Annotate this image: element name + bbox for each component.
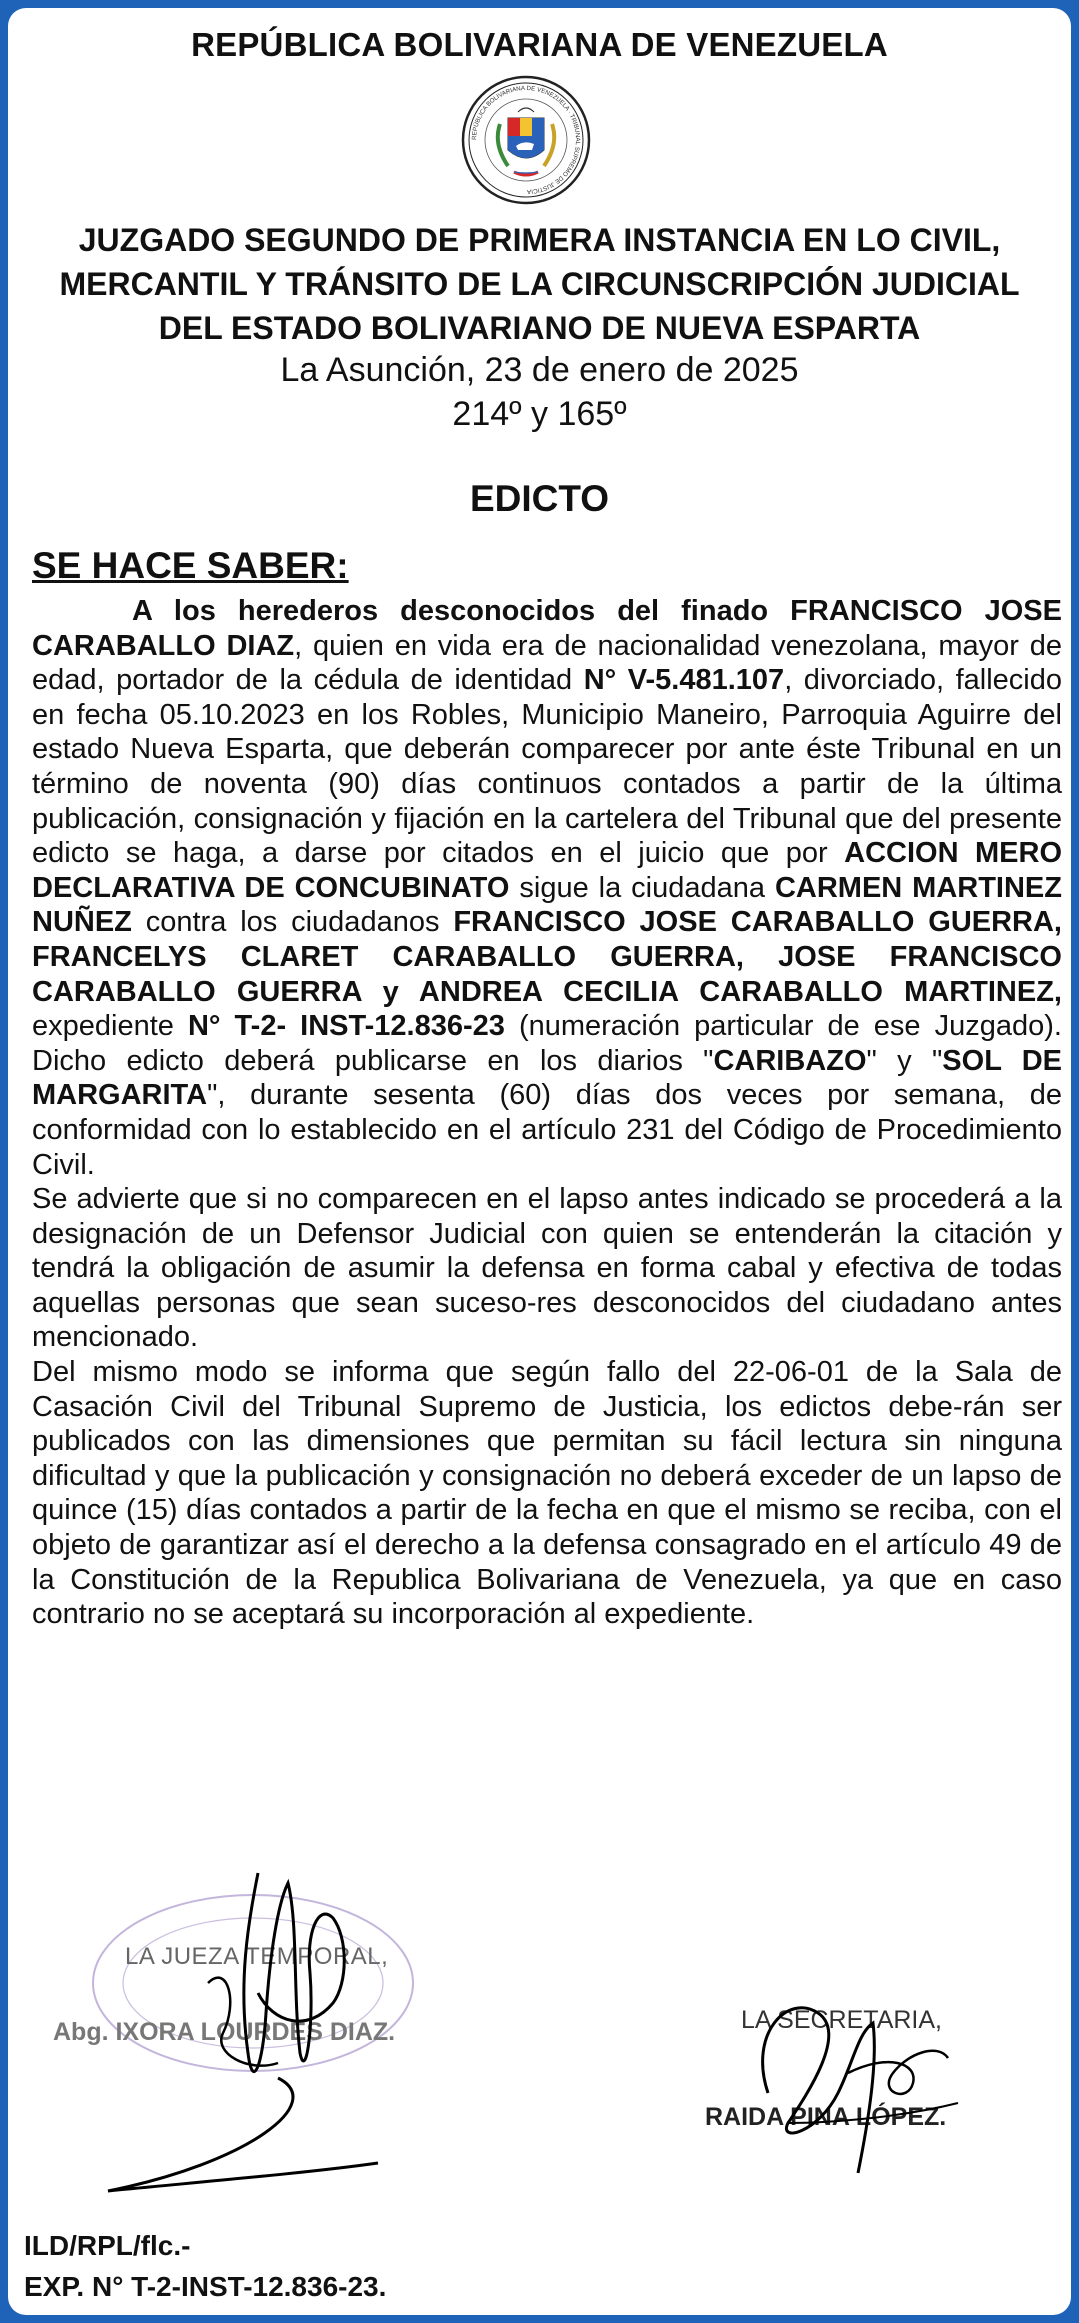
text-segment: , divorciado, fallecido en fecha 05.10.2023 en los Robles, Municipio Maneiro, Parroquia Aguirre del estado Nueva Esparta, que deberán comparecer por ante éste Tribunal en un término de noventa (90) días continuos contados a partir de la última publicación, consignación y fijación en la cartelera del Tribunal que del presente edicto se haga, a darse por citados en el juicio que por <box>32 664 1062 870</box>
text-segment: expediente <box>32 1010 188 1043</box>
text-segment: sigue la ciudadana <box>509 871 775 904</box>
defendants-names: FRANCISCO JOSE CARABALLO GUERRA, FRANCELYS CLARET CARABALLO GUERRA, JOSE FRANCISCO CARABALLO GUERRA y ANDREA CECILIA CARABALLO MARTINEZ, <box>32 906 1062 1008</box>
text-segment: " y " <box>866 1044 943 1077</box>
plaintiff-name: CARMEN MARTINEZ NUÑEZ <box>32 871 1062 939</box>
edict-page <box>8 8 1071 2315</box>
id-number: N° V-5.481.107 <box>583 664 785 697</box>
case-type: ACCION MERO DECLARATIVA DE CONCUBINATO <box>32 837 1062 904</box>
edict-body <box>32 594 1062 1632</box>
years: 214º y 165º <box>452 395 627 433</box>
edict-title: EDICTO <box>469 478 610 519</box>
secretary-name: RAIDA PINA LÓPEZ. <box>705 2103 947 2131</box>
text-segment: , quien en vida era de nacionalidad venezolana, mayor de edad, portador de la cédula de identidad <box>32 629 1062 697</box>
place-date: La Asunción, 23 de enero de 2025 <box>280 351 799 389</box>
paragraph-summons <box>32 594 1062 1182</box>
deceased-name: A los herederos desconocidos del finado FRANCISCO JOSE CARABALLO DIAZ <box>32 595 1062 662</box>
judge-name: Abg. IXORA LOURDES DIAZ. <box>53 2018 396 2046</box>
judge-title: LA JUEZA TEMPORAL, <box>125 1943 389 1970</box>
newspaper-2: SOL DE MARGARITA <box>32 1044 1063 1112</box>
secretary-title: LA SECRETARIA, <box>741 2006 942 2034</box>
court-line-2: MERCANTIL Y TRÁNSITO DE LA CIRCUNSCRIPCIÓN JUDICIAL <box>59 266 1020 302</box>
initials-reference: ILD/RPL/flc.- <box>24 2230 191 2261</box>
text-segment: (numeración particular de ese Juzgado). Dicho edicto deberá publicarse en los diarios " <box>32 1010 1062 1077</box>
secretary-signature <box>708 1973 1008 2193</box>
republic-heading: REPÚBLICA BOLIVARIANA DE VENEZUELA <box>191 26 888 63</box>
court-line-3: DEL ESTADO BOLIVARIANO DE NUEVA ESPARTA <box>158 310 921 346</box>
court-name <box>8 218 1071 350</box>
case-file-reference: EXP. N° T-2-INST-12.836-23. <box>24 2271 387 2302</box>
court-line-1: JUZGADO SEGUNDO DE PRIMERA INSTANCIA EN LO CIVIL, <box>78 222 1001 258</box>
text-segment: ", durante sesenta (60) días dos veces por semana, de conformidad con lo establecido en el artículo 231 del Código de Procedimiento Civil. <box>32 1079 1062 1181</box>
coat-of-arms-seal <box>460 74 592 206</box>
case-number: N° T-2- INST-12.836-23 <box>187 1010 505 1043</box>
edict-heading: SE HACE SABER: <box>32 545 349 586</box>
seal-ring-text: REPÚBLICA BOLIVARIANA DE VENEZUELA · TRIBUNAL SUPREMO DE JUSTICIA <box>470 84 582 196</box>
text-segment: contra los ciudadanos <box>131 906 454 939</box>
paragraph-notice: Del mismo modo se informa que según fallo del 22-06-01 de la Sala de Casación Civil del Tribunal Supremo de Justicia, los edictos debe-rán ser publicados con las dimensiones que permitan su fácil lectura sin ninguna dificultad y que la publicación y consignación no deberá exceder de un lapso de quince (15) días contados a partir de la fecha en que el mismo se reciba, con el objeto de garantizar así el derecho a la defensa consagrado en el artículo 49 de la Constitución de la Republica Bolivariana de Venezuela, ya que en caso contrario no se aceptará su incorporación al expediente. <box>32 1356 1062 1631</box>
newspaper-1: CARIBAZO <box>713 1044 867 1077</box>
judge-signature <box>48 1863 468 2213</box>
paragraph-warning: Se advierte que si no comparecen en el lapso antes indicado se procederá a la designación de un Defensor Judicial con quien se entenderán la citación y tendrá la obligación de asumir la defensa en forma cabal y efectiva de todas aquellas personas que sean suceso-res desconocidos del ciudadano antes mencionado. <box>32 1183 1062 1354</box>
place-date-block <box>8 348 1071 436</box>
